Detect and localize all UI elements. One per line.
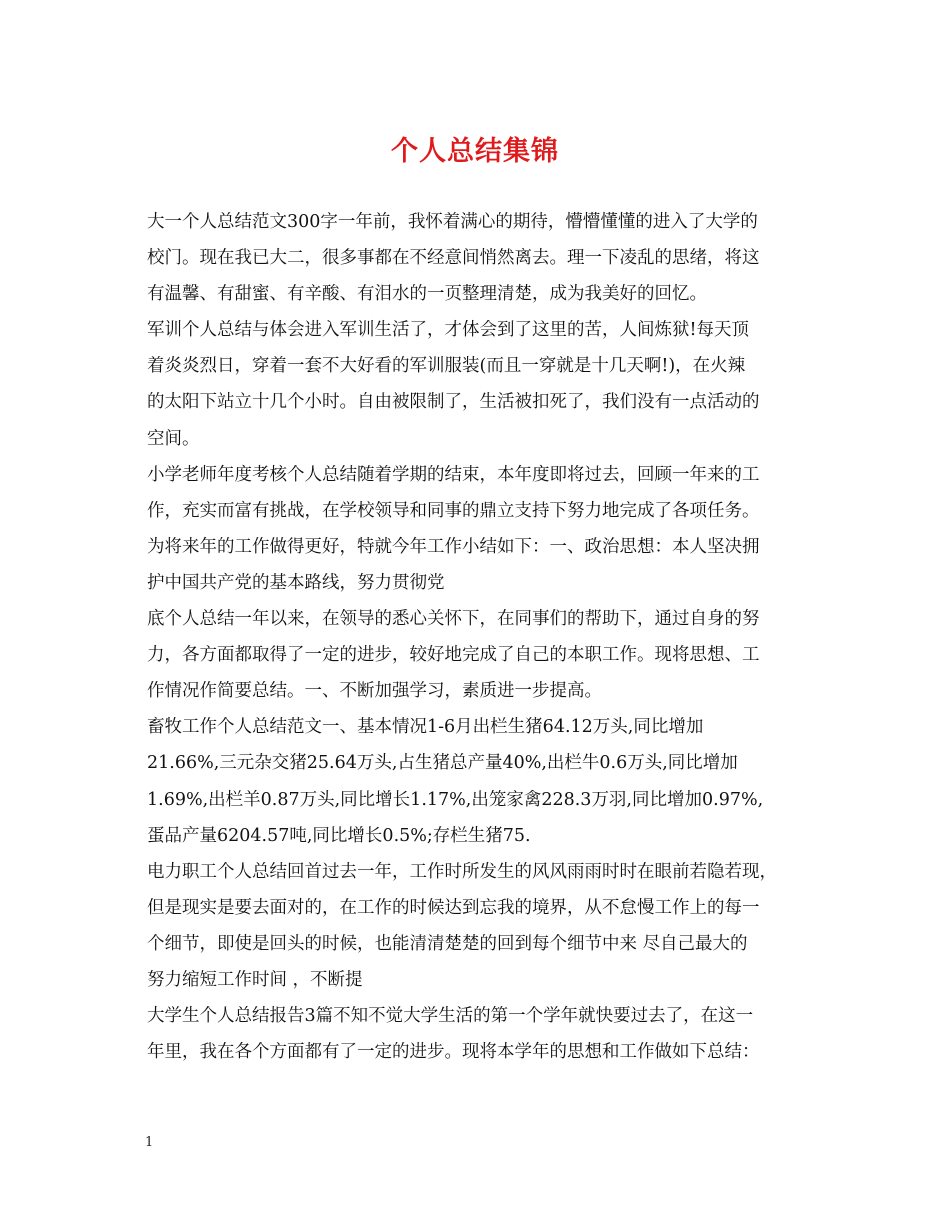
body-line: 着炎炎烈日，穿着一套不大好看的军训服装(而且一穿就是十几天啊!)，在火辣 — [147, 356, 746, 377]
body-line: 军训个人总结与体会进入军训生活了，才体会到了这里的苦，人间炼狱!每天顶 — [147, 320, 750, 341]
body-line: 个细节，即使是回头的时候，也能清清楚楚的回到每个细节中来 尽自己最大的 — [147, 933, 748, 954]
body-line: 力，各方面都取得了一定的进步，较好地完成了自己的本职工作。现将思想、工 — [147, 645, 760, 666]
body-line: 空间。 — [147, 428, 200, 449]
body-line: 校门。现在我已大二，很多事都在不经意间悄然离去。理一下凌乱的思绪，将这 — [147, 248, 760, 269]
body-line: 努力缩短工作时间 ，不断提 — [147, 969, 363, 990]
body-line: 为将来年的工作做得更好，特就今年工作小结如下：一、政治思想：本人坚决拥 — [147, 536, 760, 557]
page-number: 1 — [145, 1135, 154, 1150]
body-line: 但是现实是要去面对的，在工作的时候达到忘我的境界，从不怠慢工作上的每一 — [147, 897, 760, 918]
document-title: 个人总结集锦 — [391, 136, 559, 167]
body-line: 电力职工个人总结回首过去一年，工作时所发生的风风雨雨时时在眼前若隐若现， — [147, 861, 777, 882]
body-line: 大一个人总结范文300字一年前，我怀着满心的期待，懵懵懂懂的进入了大学的 — [147, 212, 758, 232]
body-line: 小学老师年度考核个人总结随着学期的结束，本年度即将过去，回顾一年来的工 — [147, 464, 760, 485]
body-line: 作情况作简要总结。一、不断加强学习，素质进一步提高。 — [147, 681, 602, 702]
document-body — [147, 204, 815, 1070]
body-line: 底个人总结一年以来，在领导的悉心关怀下，在同事们的帮助下，通过自身的努 — [147, 609, 760, 630]
body-line: 作，充实而富有挑战，在学校领导和同事的鼎立支持下努力地完成了各项任务。 — [147, 500, 760, 521]
body-line: 1.69%,出栏羊0.87万头,同比增长1.17%,出笼家禽228.3万羽,同比增加0.97%, — [147, 789, 764, 810]
body-line: 的太阳下站立十几个小时。自由被限制了，生活被扣死了，我们没有一点活动的 — [147, 392, 760, 413]
body-line: 21.66%,三元杂交猪25.64万头,占生猪总产量40%,出栏牛0.6万头,同比增加 — [147, 753, 738, 774]
body-line: 畜牧工作个人总结范文一、基本情况1-6月出栏生猪64.12万头,同比增加 — [147, 717, 704, 738]
body-line: 年里，我在各个方面都有了一定的进步。现将本学年的思想和工作做如下总结： — [147, 1042, 760, 1063]
body-line: 护中国共产党的基本路线，努力贯彻党 — [147, 572, 445, 593]
body-line: 有温馨、有甜蜜、有辛酸、有泪水的一页整理清楚，成为我美好的回忆。 — [147, 284, 707, 305]
body-line: 大学生个人总结报告3篇不知不觉大学生活的第一个学年就快要过去了，在这一 — [147, 1006, 754, 1027]
body-line: 蛋品产量6204.57吨,同比增长0.5%;存栏生猪75. — [147, 825, 531, 846]
